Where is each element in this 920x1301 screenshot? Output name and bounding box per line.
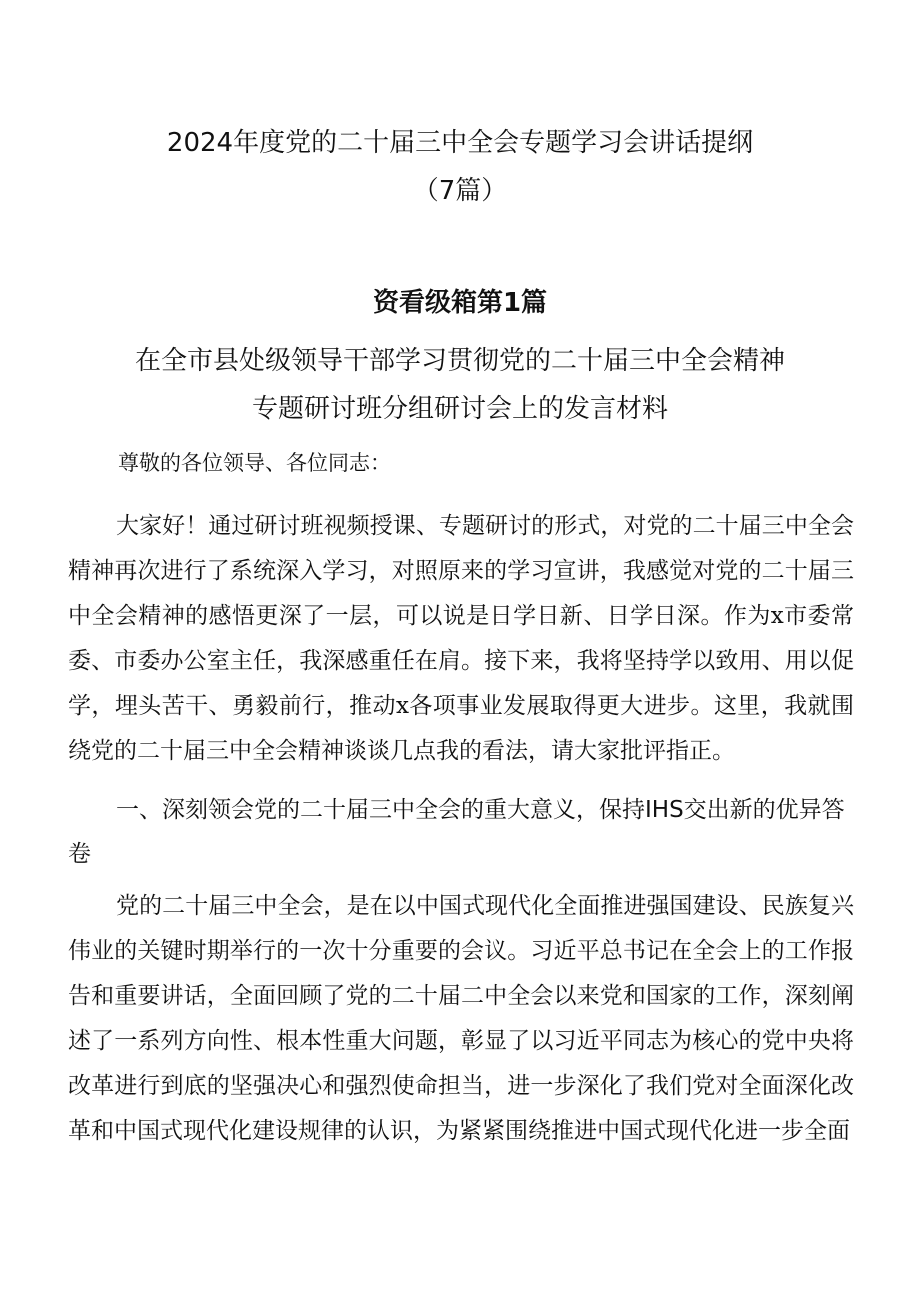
document-title: 2024年度党的二十届三中全会专题学习会讲话提纲 (166, 128, 754, 158)
section-heading-1: 一、深刻领会党的二十届三中全会的重大意义，保持IHS交出新的优异答卷 (68, 797, 845, 867)
salutation: 尊敬的各位领导、各位同志： (118, 451, 391, 475)
section-title: 资看级箱第1篇 (372, 288, 548, 318)
body-paragraph-1: 大家好！通过研讨班视频授课、专题研讨的形式，对党的二十届三中全会精神再次进行了系统深入学习，对照原来的学习宣讲，我感觉对党的二十届三中全会精神的感悟更深了一层，可以说是日学日新、日学日深。作为x市委常委、市委办公室主任，我深感重任在肩。接下来，我将坚持学以致用、用以促学，埋头苦干、勇毅前行，推动x各项事业发展取得更大进步。这里，我就围绕党的二十届三中全会精神谈谈几点我的看法，请大家批评指正。 (68, 513, 854, 764)
speech-title-line1: 在全市县处级领导干部学习贯彻党的二十届三中全会精神 (134, 346, 785, 376)
speech-title-line2: 专题研讨班分组研讨会上的发言材料 (251, 394, 668, 424)
body-paragraph-2: 党的二十届三中全会，是在以中国式现代化全面推进强国建设、民族复兴伟业的关键时期举行的一次十分重要的会议。习近平总书记在全会上的工作报告和重要讲话，全面回顾了党的二十届二中全会以来党和国家的工作，深刻阐述了一系列方向性、根本性重大问题，彰显了以习近平同志为核心的党中央将改革进行到底的坚强决心和强烈使命担当，进一步深化了我们党对全面深化改革和中国式现代化建设规律的认识，为紧紧围绕推进中国式现代化进一步全面 (68, 893, 854, 1144)
document-title-count: （7篇） (412, 176, 508, 206)
